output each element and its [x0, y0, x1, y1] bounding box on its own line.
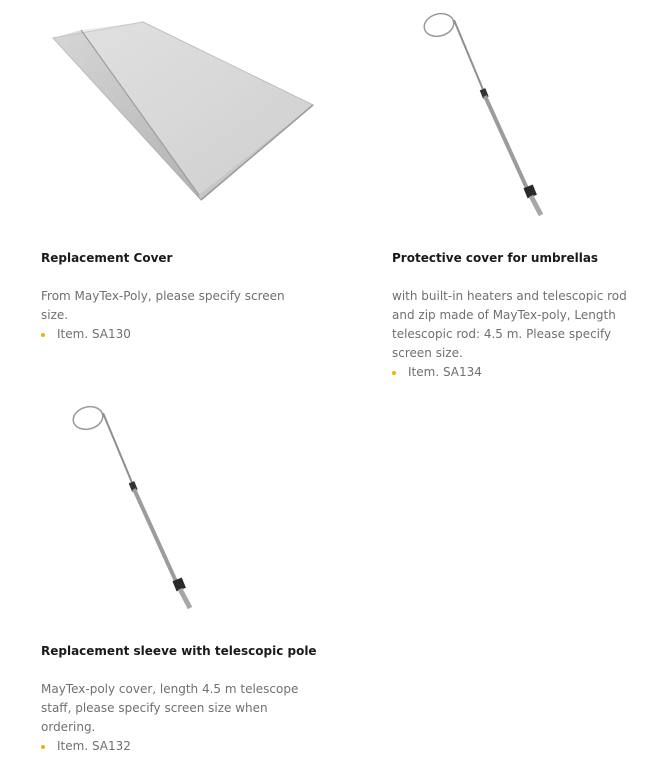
product-description: From MayTex-Poly, please specify screen size.: [41, 289, 285, 322]
bullet-icon: [41, 745, 45, 749]
item-number-text: Item. SA130: [57, 327, 131, 341]
product-card: [41, 395, 317, 762]
product-image-telescopic-pole[interactable]: [71, 403, 211, 609]
product-image-telescopic-pole[interactable]: [422, 10, 562, 216]
item-number-text: Item. SA132: [57, 739, 131, 753]
item-number-text: Item. SA134: [408, 365, 482, 379]
product-image-folded-cover[interactable]: [51, 20, 316, 205]
product-item-number: [392, 363, 482, 382]
product-card: [41, 0, 311, 360]
product-description: MayTex-poly cover, length 4.5 m telescope staff, please specify screen size when ordering.: [41, 682, 299, 734]
product-title[interactable]: Replacement sleeve with telescopic pole: [41, 644, 317, 658]
product-description: with built-in heaters and telescopic rod and zip made of MayTex-poly, Length telescopic rod: 4.5 m. Please specify screen size.: [392, 289, 627, 360]
product-item-number: [41, 325, 131, 344]
product-title[interactable]: Replacement Cover: [41, 251, 173, 265]
bullet-icon: [41, 333, 45, 337]
product-card: [392, 0, 655, 390]
bullet-icon: [392, 371, 396, 375]
product-title[interactable]: Protective cover for umbrellas: [392, 251, 599, 265]
product-item-number: [41, 737, 131, 756]
